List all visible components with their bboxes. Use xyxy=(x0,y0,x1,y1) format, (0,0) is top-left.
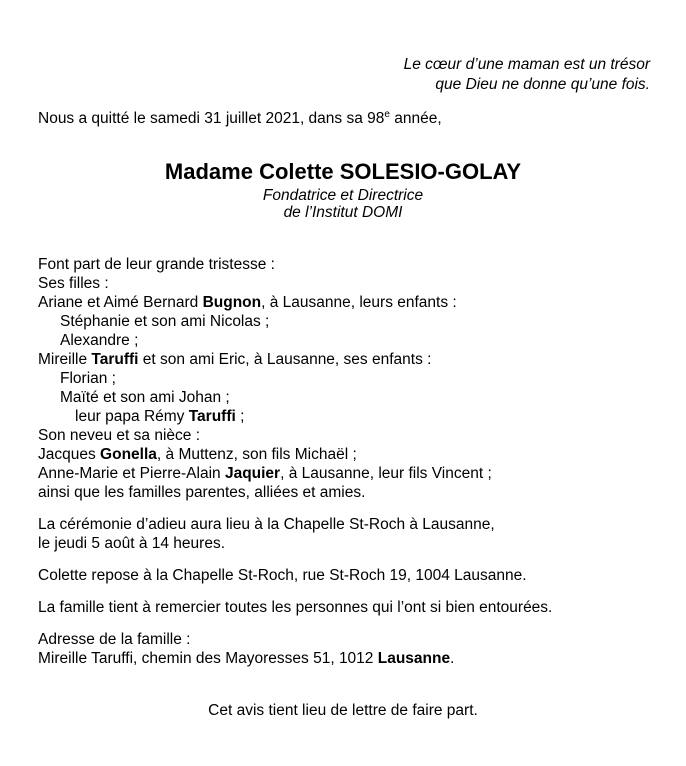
family-line xyxy=(38,293,648,312)
family-line xyxy=(38,274,648,293)
family-line xyxy=(38,483,648,502)
family-line xyxy=(38,369,648,388)
emphasized-family-name: Jaquier xyxy=(224,465,281,482)
epigraph-line: Le cœur d’une maman est un trésor xyxy=(403,56,650,73)
family-line xyxy=(38,312,648,331)
text-segment: La cérémonie d’adieu aura lieu à la Chapelle St-Roch à Lausanne, xyxy=(38,516,495,533)
epigraph xyxy=(0,55,650,95)
emphasized-family-name: Gonella xyxy=(100,446,157,463)
ordinal-superscript: e xyxy=(384,108,390,120)
announcement-text: année, xyxy=(389,110,442,127)
text-segment: ; xyxy=(235,408,245,425)
deceased-header xyxy=(0,159,686,221)
text-segment: et son ami Eric, à Lausanne, ses enfants : xyxy=(138,351,432,368)
text-segment: Colette repose à la Chapelle St-Roch, rue St-Roch 19, 1004 Lausanne. xyxy=(38,567,527,584)
text-segment: Mireille Taruffi, chemin des Mayoresses 51, 1012 xyxy=(38,650,378,667)
family-line xyxy=(38,350,648,369)
family-line xyxy=(38,388,648,407)
text-segment: La famille tient à remercier toutes les personnes qui l’ont si bien entourées. xyxy=(38,599,553,616)
text-segment: Ariane et Aimé Bernard xyxy=(38,294,203,311)
emphasized-family-name: Lausanne xyxy=(377,650,451,667)
epigraph-line: que Dieu ne donne qu’une fois. xyxy=(435,76,650,93)
thanks-line xyxy=(38,598,648,617)
address-line xyxy=(38,649,648,668)
emphasized-family-name: Taruffi xyxy=(188,408,236,425)
text-segment: le jeudi 5 août à 14 heures. xyxy=(38,535,225,552)
family-list xyxy=(38,255,648,502)
text-segment: Anne-Marie et Pierre-Alain xyxy=(38,465,225,482)
text-segment: Stéphanie et son ami Nicolas ; xyxy=(60,313,270,330)
closing-statement: Cet avis tient lieu de lettre de faire part. xyxy=(208,702,478,719)
address-line xyxy=(38,630,648,649)
text-segment: Alexandre ; xyxy=(60,332,139,349)
ceremony-paragraph xyxy=(38,515,648,553)
deceased-name: Madame Colette SOLESIO-GOLAY xyxy=(164,159,522,184)
text-segment: , à Lausanne, leurs enfants : xyxy=(261,294,457,311)
address-paragraph xyxy=(38,630,648,668)
text-segment: Font part de leur grande tristesse : xyxy=(38,256,275,273)
family-line xyxy=(38,426,648,445)
family-line xyxy=(38,255,648,274)
text-segment: leur papa Rémy xyxy=(75,408,189,425)
text-segment: Son neveu et sa nièce : xyxy=(38,427,201,444)
family-line xyxy=(38,445,648,464)
emphasized-family-name: Bugnon xyxy=(202,294,262,311)
repose-paragraph xyxy=(38,566,648,585)
family-line xyxy=(38,407,648,426)
emphasized-family-name: Taruffi xyxy=(91,351,139,368)
text-segment: Mireille xyxy=(38,351,92,368)
deceased-subtitle xyxy=(0,187,686,221)
deceased-title-line: de l’Institut DOMI xyxy=(283,204,403,221)
text-segment: Florian ; xyxy=(60,370,116,387)
deceased-title-line: Fondatrice et Directrice xyxy=(262,187,424,204)
text-segment: . xyxy=(450,650,455,667)
death-announcement xyxy=(38,109,648,128)
text-segment: ainsi que les familles parentes, alliées et amies. xyxy=(38,484,366,501)
thanks-paragraph xyxy=(38,598,648,617)
ceremony-line xyxy=(38,534,648,553)
text-segment: Maïté et son ami Johan ; xyxy=(60,389,230,406)
repose-line xyxy=(38,566,648,585)
text-segment: , à Lausanne, leur fils Vincent ; xyxy=(280,465,492,482)
announcement-text: Nous a quitté le samedi 31 juillet 2021, dans sa 98 xyxy=(38,110,385,127)
text-segment: Adresse de la famille : xyxy=(38,631,191,648)
text-segment: Ses filles : xyxy=(38,275,109,292)
family-line xyxy=(38,331,648,350)
family-line xyxy=(38,464,648,483)
text-segment: Jacques xyxy=(38,446,101,463)
ceremony-line xyxy=(38,515,648,534)
text-segment: , à Muttenz, son fils Michaël ; xyxy=(156,446,357,463)
